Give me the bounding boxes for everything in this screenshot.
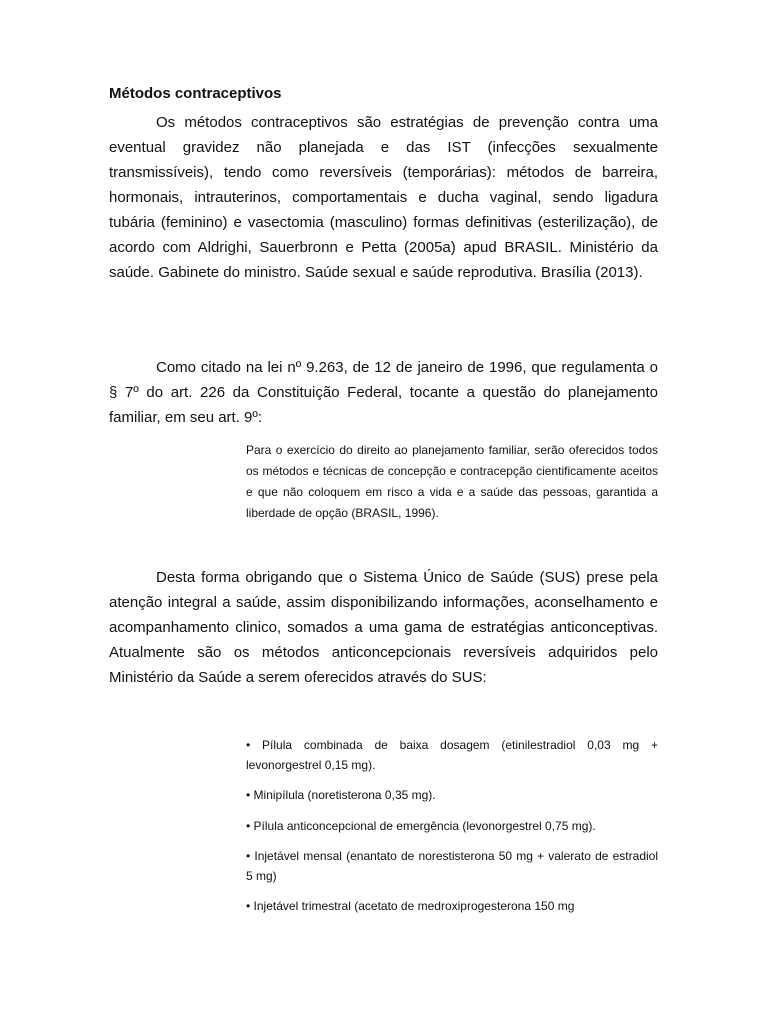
block-quote: Para o exercício do direito ao planejamento familiar, serão oferecidos todos os métodos e técnicas de concepção e contracepção cientificamente aceitos e que não coloquem em risco a vida e a saúde das pessoas, garantida a liberdade de opção (BRASIL, 1996). bbox=[246, 443, 658, 520]
paragraph-law-citation: Como citado na lei nº 9.263, de 12 de janeiro de 1996, que regulamenta o § 7º do art. 226 da Constituição Federal, tocante a questão do planejamento familiar, em seu art. 9º: bbox=[109, 359, 658, 426]
list-item: • Injetável trimestral (acetato de medroxiprogesterona 150 mg bbox=[246, 899, 575, 913]
list-item: • Pílula anticoncepcional de emergência (levonorgestrel 0,75 mg). bbox=[246, 818, 596, 833]
list-item: • Minipílula (noretisterona 0,35 mg). bbox=[246, 788, 436, 802]
paragraph-intro: Os métodos contraceptivos são estratégias de prevenção contra uma eventual gravidez não planejada e das IST (infecções sexualmente transmissíveis), tendo como reversíveis (temporárias): métodos de barreira, hormonais, intrauterinos, comportamentais e ducha vaginal, sendo ligadura tubária (feminino) e vasectomia (masculino) formas definitivas (esterilização), de acordo com Aldrighi, Sauerbronn e Petta (2005a) apud BRASIL. Ministério da saúde. Gabinete do ministro. Saúde sexual e saúde reprodutiva. Brasília (2013). bbox=[109, 114, 658, 281]
list-item: • Pílula combinada de baixa dosagem (etinilestradiol 0,03 mg + levonorgestrel 0,15 mg). bbox=[246, 738, 658, 772]
paragraph-sus: Desta forma obrigando que o Sistema Único de Saúde (SUS) prese pela atenção integral a saúde, assim disponibilizando informações, aconselhamento e acompanhamento clinico, somados a uma gama de estratégias anticonceptivas. Atualmente são os métodos anticoncepcionais reversíveis adquiridos pelo Ministério da Saúde a serem oferecidos através do SUS: bbox=[109, 569, 658, 686]
methods-list bbox=[246, 736, 658, 917]
list-item: • Injetável mensal (enantato de norestisterona 50 mg + valerato de estradiol 5 mg) bbox=[246, 849, 658, 883]
section-heading: Métodos contraceptivos bbox=[109, 85, 282, 102]
